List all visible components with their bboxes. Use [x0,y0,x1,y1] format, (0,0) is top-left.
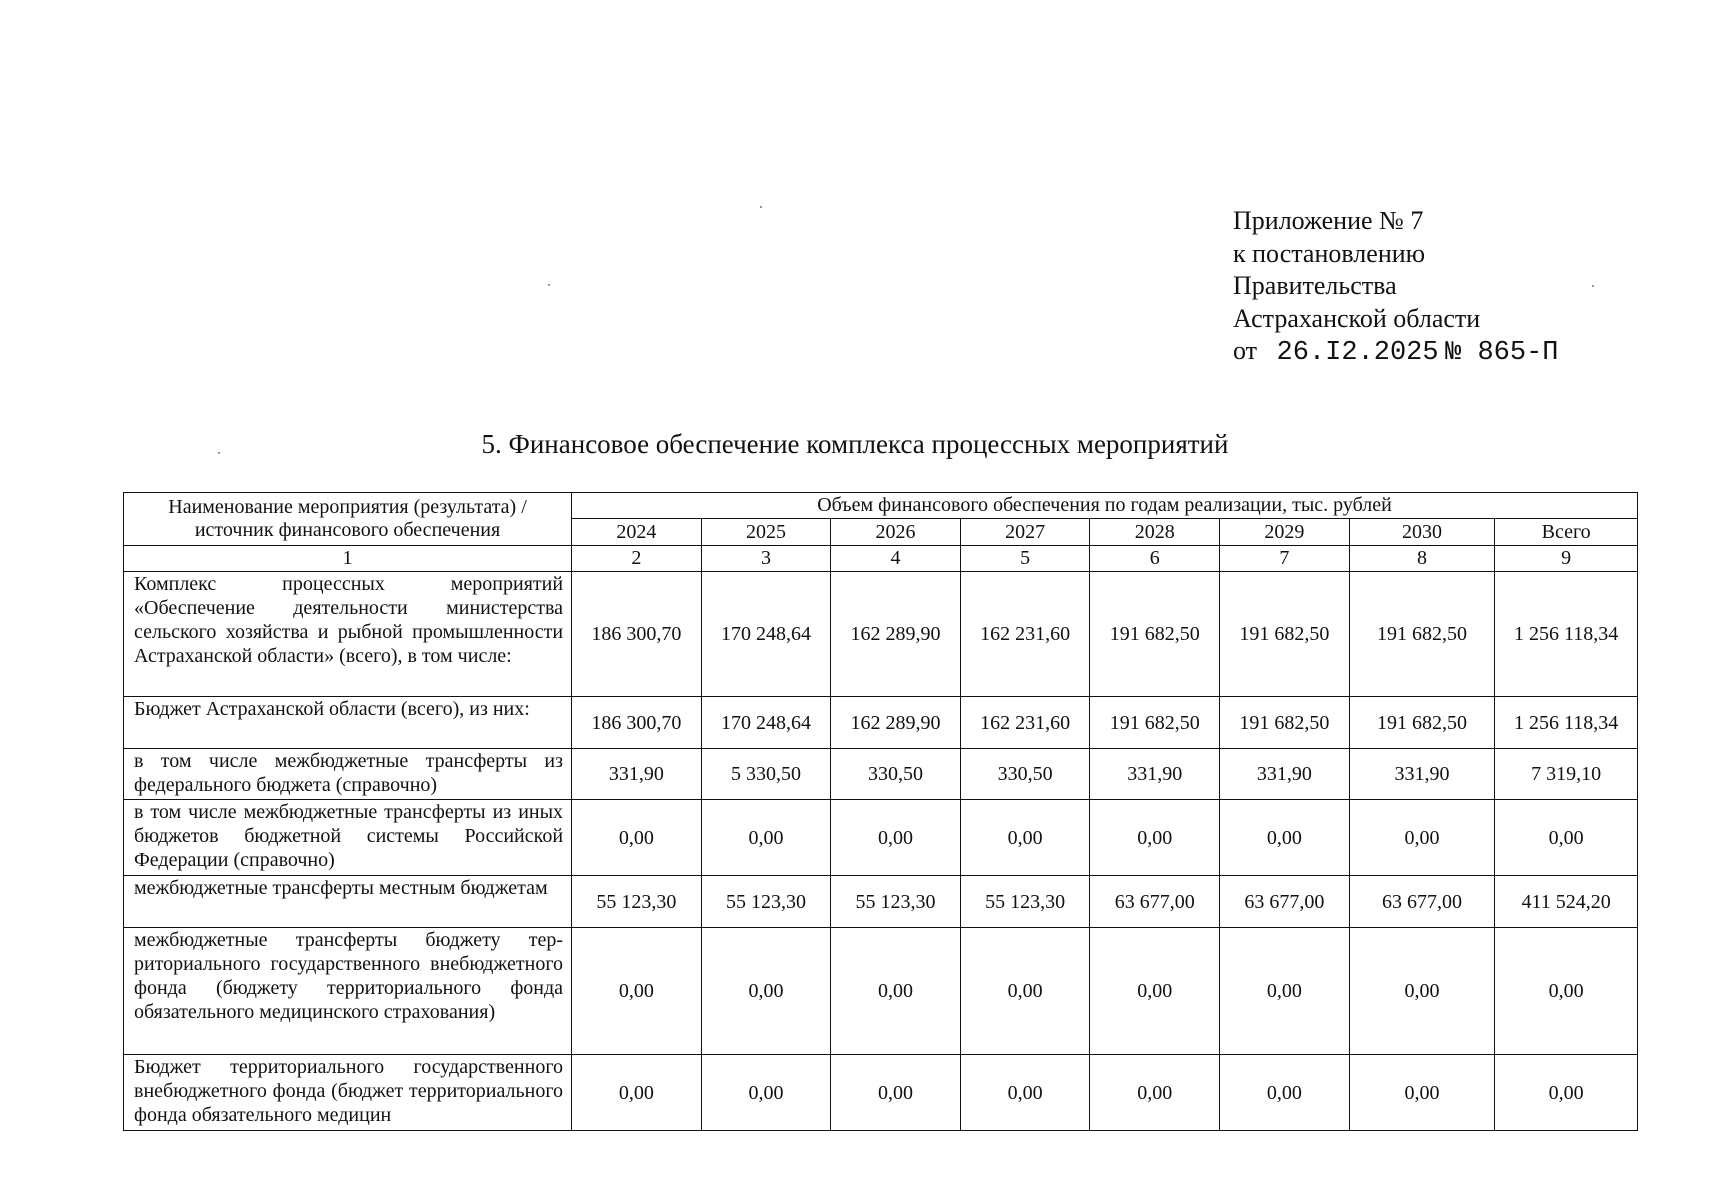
total-header: Всего [1495,519,1638,546]
row-value: 0,00 [1349,1055,1495,1131]
row-value: 331,90 [1349,749,1495,800]
row-name: в том числе межбюджетные трансферты из федерального бюджета (справочно) [124,749,572,800]
row-value: 0,00 [831,928,961,1055]
row-value: 55 123,30 [831,876,961,928]
column-number: 9 [1495,546,1638,572]
row-value: 55 123,30 [572,876,702,928]
column-numbers-row [124,546,1638,572]
row-value: 170 248,64 [701,697,831,749]
column-number: 7 [1220,546,1350,572]
row-value: 63 677,00 [1349,876,1495,928]
column-number: 3 [701,546,831,572]
row-value: 0,00 [831,800,961,876]
row-value: 0,00 [960,1055,1090,1131]
column-number: 2 [572,546,702,572]
row-value: 0,00 [960,800,1090,876]
row-name: межбюджетные трансферты бюджету территориального государственного внебюджетного фонда (бюджету территориального фонда обязательного медицинского страхования) [124,928,572,1055]
section-title: 5. Финансовое обеспечение комплекса процессных мероприятий [481,429,1229,459]
row-name: межбюджетные трансферты местным бюджетам [124,876,572,928]
row-value: 191 682,50 [1090,572,1220,697]
row-value: 162 231,60 [960,697,1090,749]
row-value: 330,50 [831,749,961,800]
row-value: 331,90 [572,749,702,800]
table-row [124,697,1638,749]
appendix-block [1233,205,1558,370]
column-number: 1 [124,546,572,572]
row-value: 0,00 [1220,928,1350,1055]
appendix-government-label: Правительства [1233,271,1397,300]
appendix-date-prefix: от [1233,336,1258,365]
appendix-resolution-label: к постановлению [1233,238,1426,268]
row-total: 1 256 118,34 [1495,572,1638,697]
row-name: Бюджет территориального государственного внебюджетного фонда (бюджет территориального фонда обязательного медицин [124,1055,572,1131]
scan-speck [218,452,220,454]
row-value: 0,00 [1090,1055,1220,1131]
row-value: 0,00 [1220,800,1350,876]
row-value: 0,00 [572,928,702,1055]
table-row [124,749,1638,800]
row-value: 0,00 [572,1055,702,1131]
scan-speck [1592,285,1594,287]
row-total: 0,00 [1495,1055,1638,1131]
row-total: 411 524,20 [1495,876,1638,928]
row-total: 1 256 118,34 [1495,697,1638,749]
row-value: 0,00 [701,928,831,1055]
table-row [124,928,1638,1055]
year-header: 2024 [572,519,702,546]
row-value: 0,00 [1090,800,1220,876]
row-value: 162 231,60 [960,572,1090,697]
row-value: 191 682,50 [1349,572,1495,697]
row-name: Бюджет Астраханской области (всего), из них: [124,697,572,749]
year-header: 2026 [831,519,961,546]
column-number: 4 [831,546,961,572]
column-number: 6 [1090,546,1220,572]
column-number: 8 [1349,546,1495,572]
row-value: 55 123,30 [701,876,831,928]
name-column-header: Наименование мероприятия (результата) / источник финансового обеспечения [124,493,572,546]
row-value: 162 289,90 [831,572,961,697]
financing-table [123,492,1638,1131]
table-row [124,1055,1638,1131]
year-header: 2030 [1349,519,1495,546]
row-value: 186 300,70 [572,572,702,697]
row-value: 63 677,00 [1220,876,1350,928]
volume-header: Объем финансового обеспечения по годам реализации, тыс. рублей [572,493,1638,519]
row-name: Комплекс процессных мероприятий «Обеспечение деятельности министерства сельского хозяйства и рыбной промышленности Астраханской области» (всего), в том числе: [124,572,572,697]
year-header: 2029 [1220,519,1350,546]
row-value: 0,00 [1349,928,1495,1055]
row-name: в том числе межбюджетные трансферты из иных бюджетов бюджетной системы Российской Федерации (справочно) [124,800,572,876]
row-value: 186 300,70 [572,697,702,749]
table-row [124,800,1638,876]
row-value: 191 682,50 [1090,697,1220,749]
row-value: 0,00 [1090,928,1220,1055]
row-value: 191 682,50 [1349,697,1495,749]
row-total: 0,00 [1495,928,1638,1055]
row-value: 331,90 [1220,749,1350,800]
row-value: 191 682,50 [1220,572,1350,697]
row-total: 7 319,10 [1495,749,1638,800]
year-header: 2025 [701,519,831,546]
row-value: 0,00 [701,800,831,876]
row-value: 331,90 [1090,749,1220,800]
row-value: 330,50 [960,749,1090,800]
scan-speck [548,284,550,286]
row-value: 63 677,00 [1090,876,1220,928]
appendix-resolution-number: № 865-П [1445,338,1559,368]
row-value: 170 248,64 [701,572,831,697]
appendix-number: Приложение № 7 [1233,206,1424,235]
row-value: 0,00 [831,1055,961,1131]
row-value: 55 123,30 [960,876,1090,928]
row-value: 0,00 [701,1055,831,1131]
row-value: 191 682,50 [1220,697,1350,749]
row-value: 0,00 [960,928,1090,1055]
row-value: 162 289,90 [831,697,961,749]
row-value: 0,00 [572,800,702,876]
row-value: 0,00 [1220,1055,1350,1131]
appendix-date: 26.I2.2025 [1276,338,1439,368]
row-value: 5 330,50 [701,749,831,800]
column-number: 5 [960,546,1090,572]
year-header: 2028 [1090,519,1220,546]
appendix-date-line [1233,335,1558,370]
table-row [124,572,1638,697]
row-total: 0,00 [1495,800,1638,876]
row-value: 0,00 [1349,800,1495,876]
appendix-region-label: Астраханской области [1233,303,1481,333]
scan-speck [760,206,762,208]
table-row [124,876,1638,928]
year-header: 2027 [960,519,1090,546]
